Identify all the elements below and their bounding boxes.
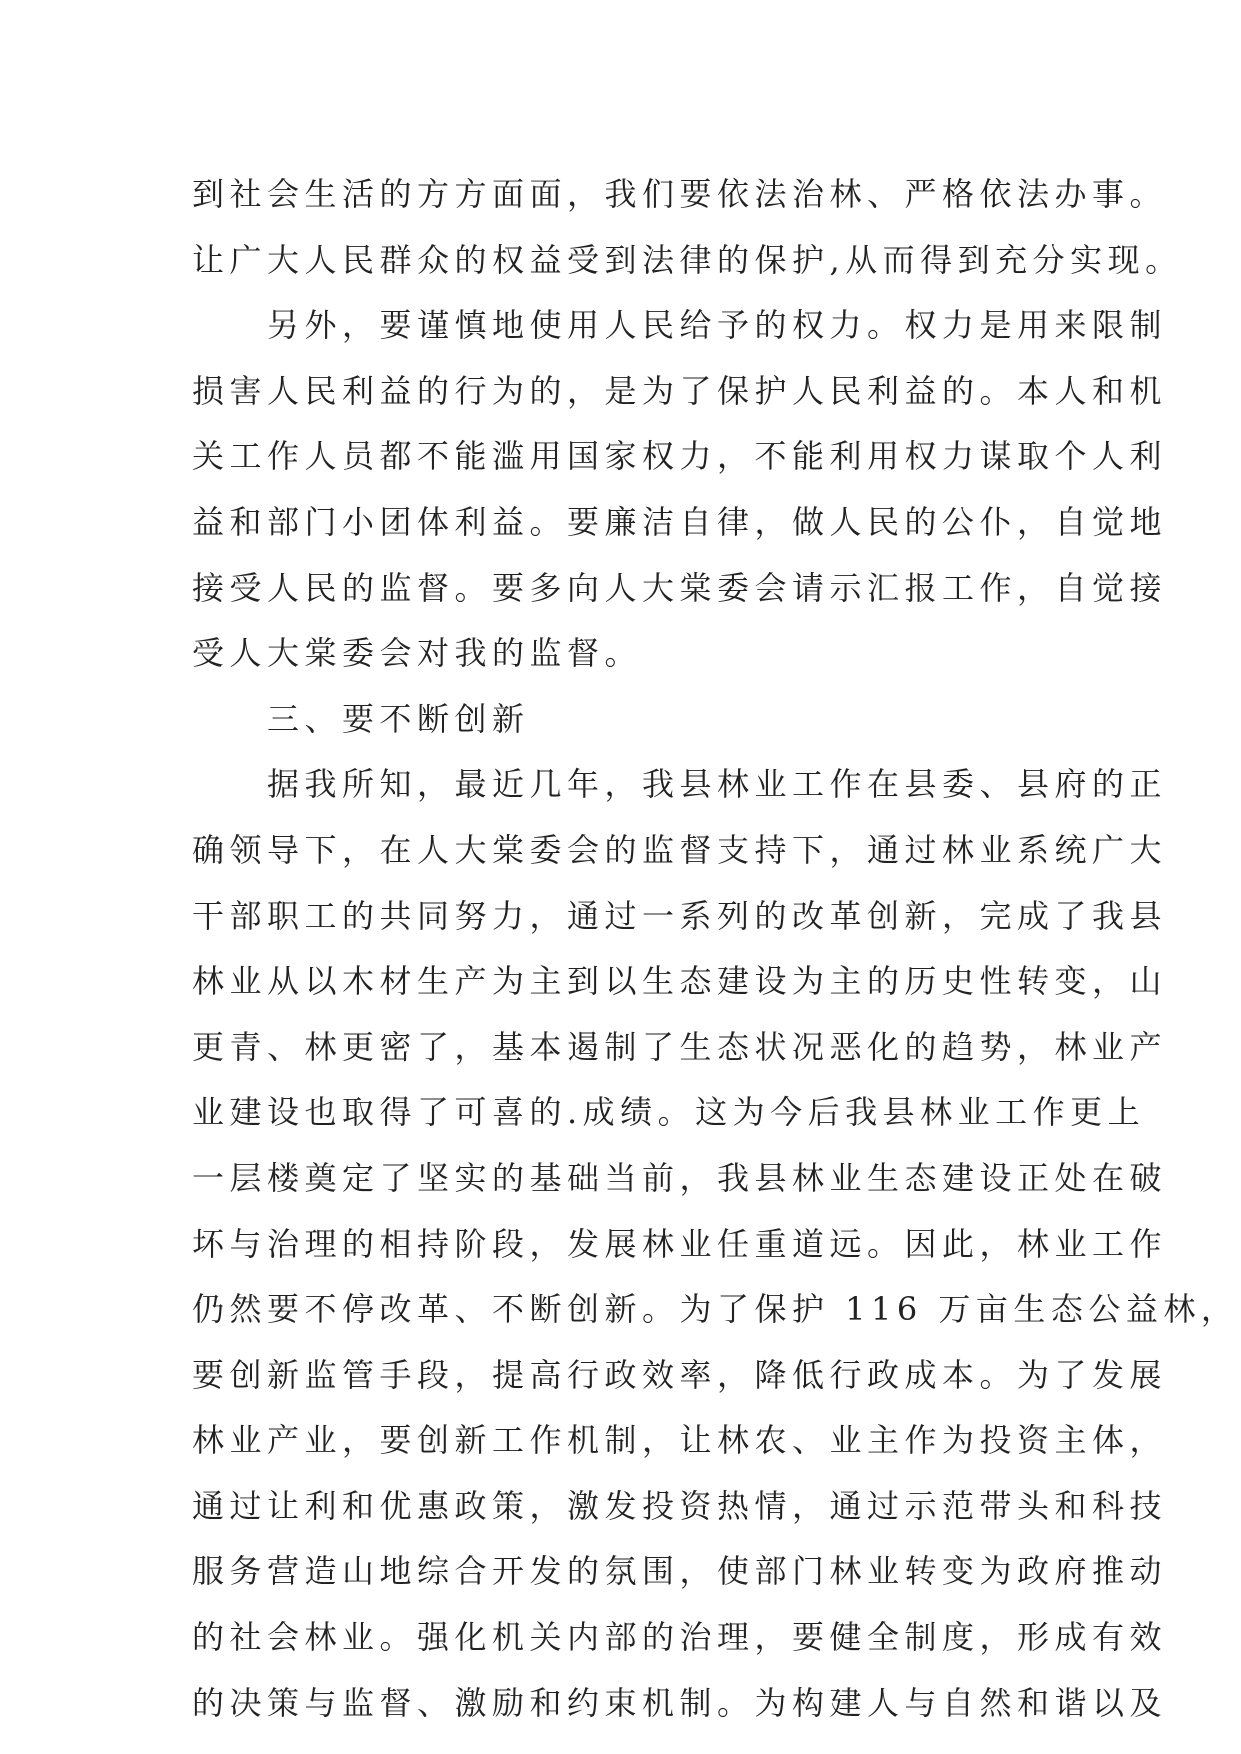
text-line: 干部职工的共同努力，通过一系列的改革创新，完成了我县	[192, 896, 1168, 935]
text-line: 要创新监管手段，提高行政效率，降低行政成本。为了发展	[192, 1355, 1168, 1394]
text-line: 服务营造山地综合开发的氛围，使部门林业转变为政府推动	[192, 1552, 1168, 1591]
text-line: 坏与治理的相持阶段，发展林业任重道远。因此，林业工作	[192, 1224, 1168, 1263]
text-line: 的决策与监督、激励和约束机制。为构建人与自然和谐以及	[192, 1683, 1168, 1722]
section-heading: 三、要不断创新	[192, 699, 530, 738]
text-line: 到社会生活的方方面面，我们要依法治林、严格依法办事。	[192, 175, 1168, 213]
paragraph-first-line: 据我所知，最近几年，我县林业工作在县委、县府的正	[192, 765, 1168, 804]
text-line: 仍然要不停改革、不断创新。为了保护 116 万亩生态公益林，	[192, 1290, 1239, 1329]
text-line: 受人大棠委会对我的监督。	[192, 634, 643, 673]
text-line: 损害人民利益的行为的，是为了保护人民利益的。本人和机	[192, 371, 1168, 410]
text-line: 确领导下，在人大棠委会的监督支持下，通过林业系统广大	[192, 830, 1168, 869]
text-line: 更青、林更密了，基本遏制了生态状况恶化的趋势，林业产	[192, 1027, 1168, 1066]
text-line: 让广大人民群众的权益受到法律的保护,从而得到充分实现。	[192, 240, 1183, 279]
text-line: 益和部门小团体利益。要廉洁自律，做人民的公仆，自觉地	[192, 502, 1168, 541]
paragraph-first-line: 另外，要谨慎地使用人民给予的权力。权力是用来限制	[192, 306, 1168, 345]
text-line: 林业产业，要创新工作机制，让林农、业主作为投资主体，	[192, 1421, 1168, 1460]
body-text	[192, 162, 1239, 1736]
text-line: 接受人民的监督。要多向人大棠委会请示汇报工作，自觉接	[192, 568, 1168, 607]
text-line: 林业从以木材生产为主到以生态建设为主的历史性转变，山	[192, 962, 1168, 1001]
text-line: 业建设也取得了可喜的.成绩。这为今后我县林业工作更上	[192, 1093, 1146, 1132]
text-line: 通过让利和优惠政策，激发投资热情，通过示范带头和科技	[192, 1486, 1168, 1525]
text-line: 的社会林业。强化机关内部的治理，要健全制度，形成有效	[192, 1618, 1168, 1657]
text-line: 关工作人员都不能滥用国家权力，不能利用权力谋取个人利	[192, 437, 1168, 476]
text-line: 一层楼奠定了坚实的基础当前，我县林业生态建设正处在破	[192, 1158, 1168, 1197]
